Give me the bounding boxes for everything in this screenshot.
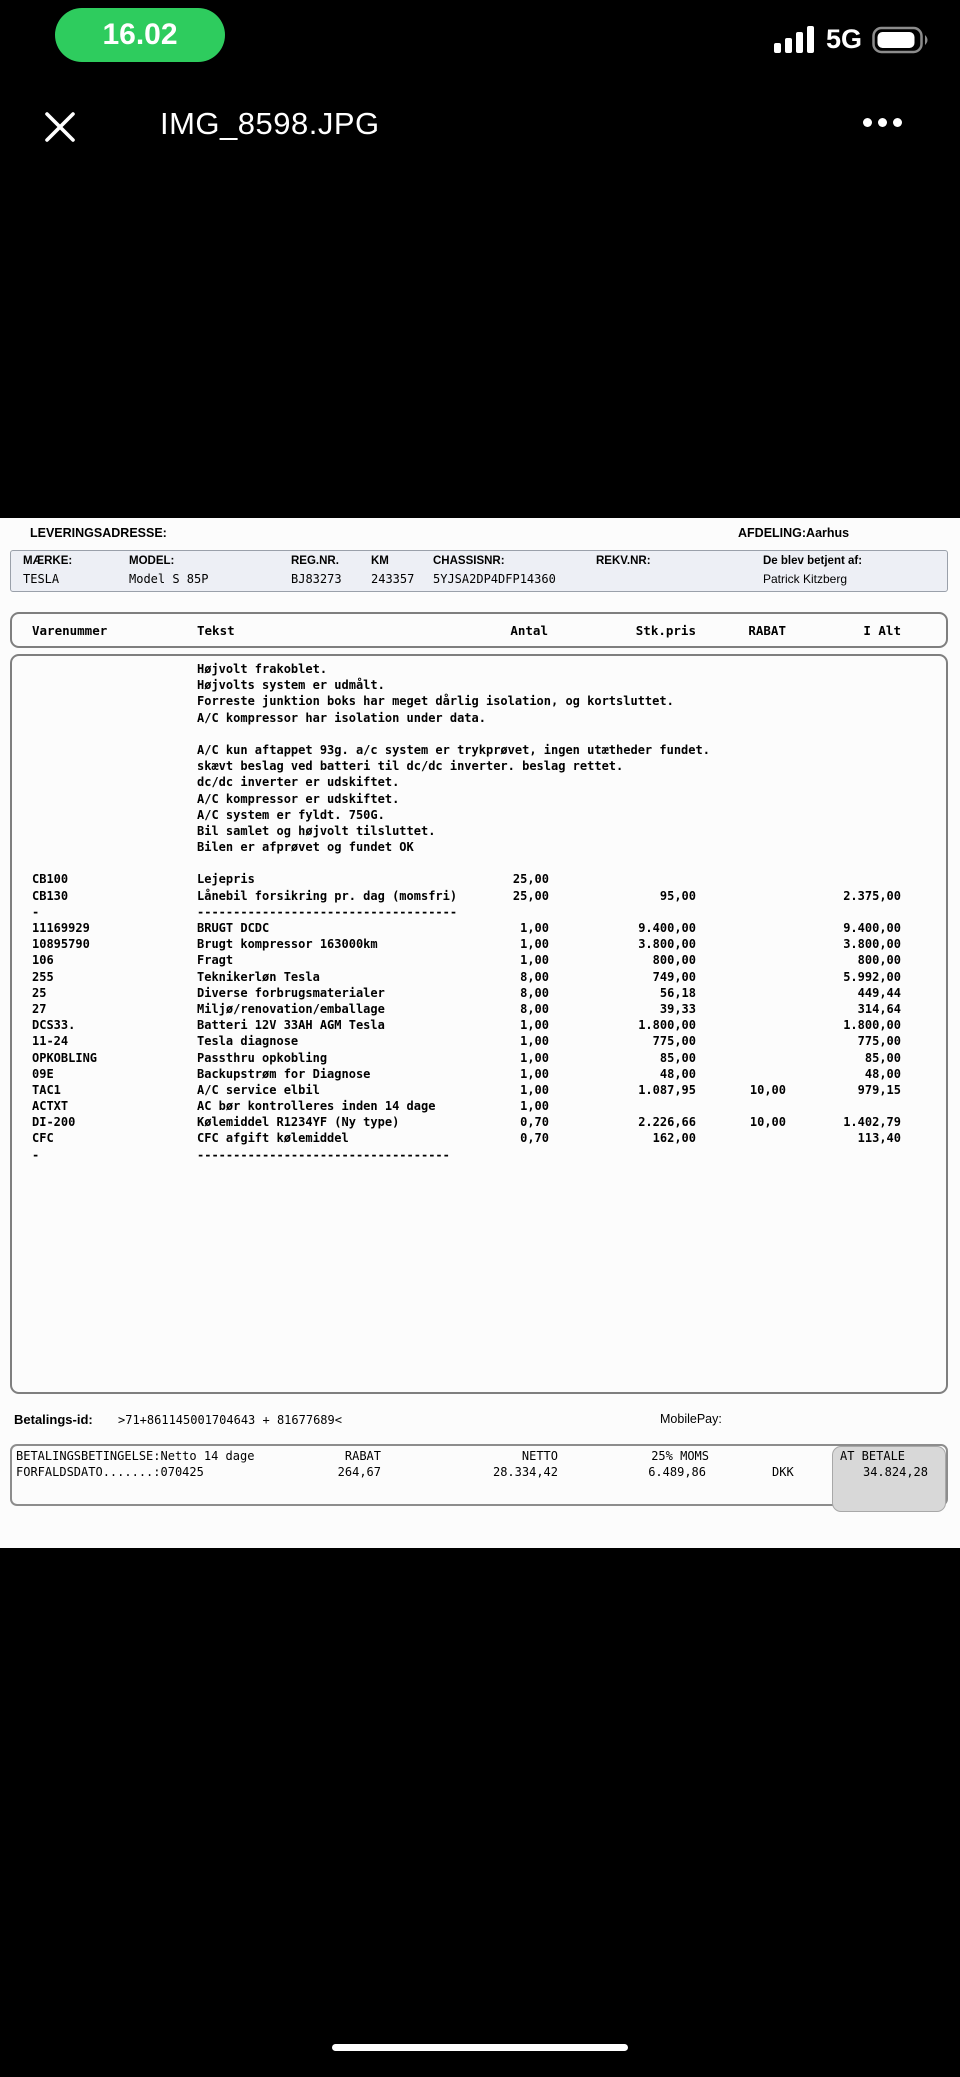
served-by-label: De blev betjent af: — [763, 555, 863, 567]
address-row — [0, 526, 960, 544]
payment-id-row — [0, 1412, 960, 1430]
invoice-summary-box — [10, 1444, 948, 1506]
network-label: 5G — [825, 24, 862, 54]
item-total: 1.800,00 — [843, 1018, 901, 1033]
status-time: 16.02 — [102, 18, 178, 51]
item-number: 106 — [32, 953, 54, 968]
item-number: DCS33. — [32, 1018, 76, 1033]
item-number: - — [32, 1147, 40, 1162]
time-pill[interactable] — [55, 8, 225, 62]
item-unit-price: 3.800,00 — [638, 937, 696, 952]
netto-header: NETTO — [521, 1449, 558, 1463]
moms-header: 25% MOMS — [651, 1449, 709, 1463]
item-number: CB130 — [32, 888, 69, 903]
note-text: Bilen er afprøvet og fundet OK — [197, 840, 414, 855]
column-header: Antal — [510, 623, 548, 638]
item-unit-price: 1.800,00 — [638, 1018, 696, 1033]
status-bar-right — [774, 24, 932, 55]
item-total: 2.375,00 — [843, 888, 901, 903]
item-text: A/C service elbil — [197, 1082, 320, 1097]
item-qty: 8,00 — [520, 969, 549, 984]
payment-terms: BETALINGSBETINGELSE:Netto 14 dage — [16, 1449, 255, 1463]
item-total: 979,15 — [857, 1082, 901, 1097]
item-text: CFC afgift kølemiddel — [197, 1131, 349, 1146]
table-row — [12, 1067, 946, 1083]
item-text: Backupstrøm for Diagnose — [197, 1066, 371, 1081]
item-rabat: 10,00 — [749, 1115, 786, 1130]
vehicle-label: CHASSISNR: — [433, 555, 505, 567]
note-line — [12, 792, 946, 808]
item-total: 800,00 — [857, 953, 901, 968]
item-number: ACTXT — [32, 1099, 69, 1114]
table-row — [12, 1018, 946, 1034]
amount-due-header: AT BETALE — [840, 1449, 906, 1463]
item-rabat: 10,00 — [749, 1082, 786, 1097]
vehicle-regnr: BJ83273 — [291, 572, 342, 586]
note-line — [12, 808, 946, 824]
item-text: Lånebil forsikring pr. dag (momsfri) — [197, 888, 458, 903]
table-row — [12, 1115, 946, 1131]
table-header-row — [10, 612, 948, 648]
due-date: FORFALDSDATO.......:070425 — [16, 1465, 204, 1479]
currency-label: DKK — [772, 1465, 794, 1479]
invoice-photo[interactable] — [0, 518, 960, 1548]
note-line — [12, 727, 946, 743]
note-line — [12, 743, 946, 759]
item-text: Batteri 12V 33AH AGM Tesla — [197, 1018, 385, 1033]
item-number: 09E — [32, 1066, 54, 1081]
item-total: 314,64 — [857, 1001, 901, 1016]
table-row — [12, 872, 946, 888]
item-text: Lejepris — [197, 872, 255, 887]
item-unit-price: 749,00 — [652, 969, 696, 984]
table-row — [12, 953, 946, 969]
note-line — [12, 694, 946, 710]
item-unit-price: 48,00 — [659, 1066, 696, 1081]
column-header: I Alt — [863, 623, 901, 638]
note-text: A/C kompressor er udskiftet. — [197, 791, 400, 806]
table-row — [12, 970, 946, 986]
table-row — [12, 937, 946, 953]
item-number: 255 — [32, 969, 54, 984]
item-unit-price: 1.087,95 — [638, 1082, 696, 1097]
amount-due-value: 34.824,28 — [862, 1465, 928, 1479]
note-line — [12, 840, 946, 856]
payment-id-label: Betalings-id: — [14, 1412, 93, 1427]
item-total: 775,00 — [857, 1034, 901, 1049]
note-line — [12, 759, 946, 775]
vehicle-model: Model S 85P — [129, 572, 209, 586]
item-unit-price: 9.400,00 — [638, 921, 696, 935]
item-qty: 1,00 — [520, 937, 549, 952]
column-header: RABAT — [748, 623, 786, 638]
item-unit-price: 95,00 — [659, 888, 696, 903]
vehicle-label: REG.NR. — [291, 555, 339, 567]
department-label: AFDELING:Aarhus — [738, 526, 850, 540]
column-header: Stk.pris — [635, 623, 696, 638]
battery-icon — [872, 25, 932, 55]
moms-value: 6.489,86 — [648, 1465, 706, 1479]
item-text: BRUGT DCDC — [197, 921, 270, 935]
summary-values-row — [12, 1465, 946, 1481]
delivery-address-label: LEVERINGSADRESSE: — [30, 526, 167, 540]
item-text: Kølemiddel R1234YF (Ny type) — [197, 1115, 400, 1130]
note-text: Højvolts system er udmålt. — [197, 678, 385, 693]
item-number: 11-24 — [32, 1034, 69, 1049]
note-text: A/C kun aftappet 93g. a/c system er trykprøvet, ingen utætheder fundet. — [197, 742, 710, 757]
item-text: ------------------------------------ — [197, 904, 458, 919]
served-by-name: Patrick Kitzberg — [763, 572, 848, 586]
item-qty: 25,00 — [512, 888, 549, 903]
note-text: A/C system er fyldt. 750G. — [197, 807, 385, 822]
vehicle-km: 243357 — [371, 572, 415, 586]
item-qty: 1,00 — [520, 953, 549, 968]
note-line — [12, 662, 946, 678]
payment-id-value: >71+861145001704643 + 81677689< — [118, 1413, 342, 1427]
item-unit-price: 85,00 — [659, 1050, 696, 1065]
item-number: CB100 — [32, 872, 69, 887]
table-row — [12, 905, 946, 921]
rabat-value: 264,67 — [337, 1465, 381, 1479]
item-number: 25 — [32, 985, 47, 1000]
item-qty: 1,00 — [520, 1050, 549, 1065]
item-text: Teknikerløn Tesla — [197, 969, 320, 984]
note-text: dc/dc inverter er udskiftet. — [197, 775, 400, 790]
item-number: CFC — [32, 1131, 54, 1146]
vehicle-label: MODEL: — [129, 555, 175, 567]
item-number: DI-200 — [32, 1115, 76, 1130]
item-unit-price: 56,18 — [659, 985, 696, 1000]
item-unit-price: 2.226,66 — [638, 1115, 696, 1130]
note-text: A/C kompressor har isolation under data. — [197, 710, 486, 725]
rabat-header: RABAT — [344, 1449, 381, 1463]
table-row — [12, 889, 946, 905]
table-row — [12, 1051, 946, 1067]
table-row — [12, 1099, 946, 1115]
note-line — [12, 678, 946, 694]
table-row — [12, 921, 946, 937]
note-text: Bil samlet og højvolt tilsluttet. — [197, 823, 436, 838]
item-total: 85,00 — [864, 1050, 901, 1065]
item-text: AC bør kontrolleres inden 14 dage — [197, 1099, 436, 1114]
item-text: Passthru opkobling — [197, 1050, 328, 1065]
column-header: Varenummer — [32, 623, 108, 638]
item-text: Tesla diagnose — [197, 1034, 299, 1049]
vehicle-label: MÆRKE: — [23, 555, 73, 567]
vehicle-label: REKV.NR: — [596, 555, 651, 567]
item-total: 113,40 — [857, 1131, 901, 1146]
item-qty: 8,00 — [520, 985, 549, 1000]
item-total: 48,00 — [864, 1066, 901, 1081]
note-line — [12, 711, 946, 727]
item-unit-price: 39,33 — [659, 1001, 696, 1016]
item-number: OPKOBLING — [32, 1050, 98, 1065]
page-title: IMG_8598.JPG — [160, 106, 380, 141]
invoice-items-box — [10, 654, 948, 1394]
notes-block — [12, 662, 946, 872]
vehicle-info-box — [10, 550, 948, 592]
netto-value: 28.334,42 — [492, 1465, 558, 1479]
vehicle-label: KM — [371, 555, 389, 567]
note-text: skævt beslag ved batteri til dc/dc inverter. beslag rettet. — [197, 759, 624, 774]
table-row — [12, 1002, 946, 1018]
note-line — [12, 775, 946, 791]
vehicle-values-row — [11, 572, 947, 588]
signal-icon — [774, 25, 816, 55]
mobilepay-label: MobilePay: — [660, 1412, 722, 1426]
column-header: Tekst — [197, 623, 235, 638]
item-number: 10895790 — [32, 937, 90, 952]
table-row — [12, 1148, 946, 1164]
item-text: Miljø/renovation/emballage — [197, 1001, 385, 1016]
item-text: Diverse forbrugsmaterialer — [197, 985, 385, 1000]
item-qty: 1,00 — [520, 1099, 549, 1114]
item-text: ----------------------------------- — [197, 1147, 450, 1162]
vehicle-labels-row — [11, 555, 947, 571]
item-qty: 1,00 — [520, 1066, 549, 1081]
home-indicator[interactable] — [332, 2044, 628, 2051]
item-number: - — [32, 904, 40, 919]
item-qty: 25,00 — [512, 872, 549, 887]
note-text: Forreste junktion boks har meget dårlig isolation, og kortsluttet. — [197, 694, 674, 709]
item-unit-price: 775,00 — [652, 1034, 696, 1049]
item-total: 1.402,79 — [843, 1115, 901, 1130]
close-icon[interactable] — [40, 108, 80, 148]
item-text: Brugt kompressor 163000km — [197, 937, 378, 952]
item-number: 11169929 — [32, 921, 90, 935]
item-number: TAC1 — [32, 1082, 61, 1097]
note-line — [12, 824, 946, 840]
item-qty: 8,00 — [520, 1001, 549, 1016]
table-row — [12, 1083, 946, 1099]
vehicle-chassisnr: 5YJSA2DP4DFP14360 — [433, 572, 556, 586]
item-unit-price: 162,00 — [652, 1131, 696, 1146]
table-row — [12, 986, 946, 1002]
items-block — [12, 872, 946, 1163]
vehicle-make: TESLA — [23, 572, 60, 586]
item-total: 449,44 — [857, 985, 901, 1000]
note-text: Højvolt frakoblet. — [197, 662, 328, 676]
table-row — [12, 1034, 946, 1050]
note-line — [12, 856, 946, 872]
item-qty: 0,70 — [520, 1115, 549, 1130]
item-qty: 1,00 — [520, 1034, 549, 1049]
item-total: 9.400,00 — [843, 921, 901, 935]
item-unit-price: 800,00 — [652, 953, 696, 968]
item-qty: 1,00 — [520, 1018, 549, 1033]
item-total: 5.992,00 — [843, 969, 901, 984]
item-qty: 1,00 — [520, 1082, 549, 1097]
item-qty: 0,70 — [520, 1131, 549, 1146]
item-qty: 1,00 — [520, 921, 549, 935]
summary-labels-row — [12, 1449, 946, 1465]
item-number: 27 — [32, 1001, 47, 1016]
item-text: Fragt — [197, 953, 234, 968]
more-options-icon[interactable] — [863, 118, 902, 127]
table-row — [12, 1131, 946, 1147]
item-total: 3.800,00 — [843, 937, 901, 952]
